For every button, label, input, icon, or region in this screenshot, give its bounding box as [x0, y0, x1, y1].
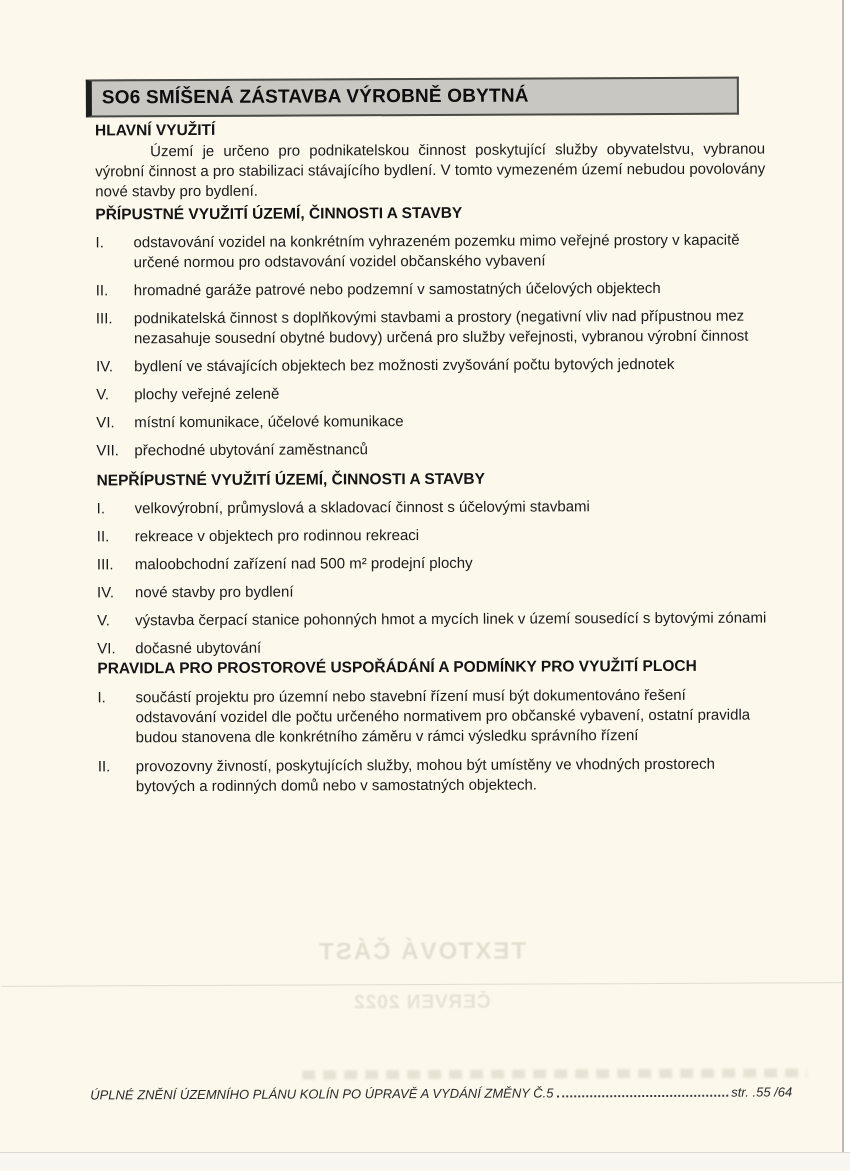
- permissible-list: [95, 231, 766, 462]
- item-text: plochy veřejné zeleně: [134, 385, 280, 404]
- list-item: [97, 497, 767, 520]
- item-numeral: III.: [96, 556, 114, 574]
- list-item: [96, 411, 766, 434]
- item-text: místní komunikace, účelové komunikace: [134, 413, 404, 432]
- heading-permissible: PŘÍPUSTNÉ VYUŽITÍ ÚZEMÍ, ČINNOSTI A STAVBY: [95, 204, 463, 224]
- scan-crease-line: [2, 982, 850, 987]
- list-item: [95, 231, 765, 274]
- item-numeral: III.: [95, 310, 113, 328]
- rules-list: [97, 686, 767, 798]
- heading-main-use: HLAVNÍ VYUŽITÍ: [94, 121, 216, 140]
- item-numeral: I.: [96, 500, 106, 518]
- footer-page-number: str. .55 /64: [731, 1084, 793, 1100]
- list-item: [96, 307, 766, 350]
- item-numeral: IV.: [96, 584, 115, 602]
- item-numeral: I.: [97, 689, 106, 707]
- bleed-through-smudge: [302, 1068, 807, 1079]
- list-item: [96, 355, 766, 378]
- list-item: [96, 439, 766, 462]
- list-item: [96, 279, 766, 302]
- main-use-paragraph: Území je určeno pro podnikatelskou činnost poskytující služby obyvatelstvu, vybranou výrobní činnost a pro stabilizaci stávajícího bydlení. V tomto vymezeném území nebudou povolovány nové stavby pro bydlení.: [95, 140, 766, 201]
- footer-text: ÚPLNÉ ZNĚNÍ ÚZEMNÍHO PLÁNU KOLÍN PO ÚPRAVĚ A VYDÁNÍ ZMĚNY Č.5: [90, 1085, 554, 1103]
- list-item: [97, 553, 767, 576]
- item-text: součástí projektu pro územní nebo stavební řízení musí být dokumentováno řešení odstavování vozidel dle počtu určeného normativem pro občanské vybavení, ostatní pravidla budou stanovena dle konkrétního záměru v rámci výsledku správního řízení: [135, 686, 751, 747]
- item-numeral: VII.: [96, 442, 119, 460]
- item-numeral: II.: [95, 282, 109, 300]
- scan-edge-bottom: [0, 1152, 850, 1169]
- bleed-through-date: ČERVEN 2022: [353, 991, 491, 1014]
- item-text: bydlení ve stávajících objektech bez možnosti zvyšování počtu bytových jednotek: [134, 355, 675, 376]
- item-numeral: VI.: [97, 640, 116, 658]
- item-text: hromadné garáže patrové nebo podzemní v samostatných účelových objektech: [133, 279, 661, 300]
- item-text: podnikatelská činnost s doplňkovými stavbami a prostory (negativní vliv nad přípustnou mez nezasahuje sousední obytné budovy) určená pro služby veřejnosti, vybranou výrobní činnost: [133, 307, 749, 348]
- heading-rules: PRAVIDLA PRO PROSTOROVÉ USPOŘÁDÁNÍ A PODMÍNKY PRO VYUŽITÍ PLOCH: [97, 657, 697, 678]
- item-text: nové stavby pro bydlení: [134, 583, 294, 602]
- footer-dotted-leader: [558, 1095, 729, 1098]
- item-numeral: V.: [97, 612, 110, 630]
- section-title: SO6 SMÍŠENÁ ZÁSTAVBA VÝROBNĚ OBYTNÁ: [101, 85, 529, 109]
- scan-edge-right: [842, 0, 850, 1169]
- item-numeral: IV.: [96, 358, 114, 376]
- item-text: výstavba čerpací stanice pohonných hmot a mycích linek v území sousedící s bytovými zónami: [135, 609, 767, 630]
- section-title-bar: [86, 77, 739, 118]
- item-numeral: II.: [97, 758, 111, 776]
- list-item: [97, 525, 767, 548]
- item-text: velkovýrobní, průmyslová a skladovací činnost s účelovými stavbami: [134, 498, 590, 518]
- item-numeral: I.: [95, 234, 104, 252]
- item-text: přechodné ubytování zaměstnanců: [134, 441, 368, 460]
- item-text: rekreace v objektech pro rodinnou rekreaci: [134, 527, 420, 546]
- item-numeral: II.: [96, 528, 110, 546]
- item-text: odstavování vozidel na konkrétním vyhrazeném pozemku mimo veřejné prostory v kapacitě určené normou pro odstavování vozidel občanského vybavení: [133, 231, 740, 272]
- list-item: [98, 755, 768, 798]
- item-text: maloobchodní zařízení nad 500 m² prodejní plochy: [134, 554, 473, 574]
- document-content: [95, 119, 768, 798]
- page-footer: [90, 1084, 792, 1102]
- list-item: [96, 383, 766, 406]
- item-numeral: VI.: [96, 414, 115, 432]
- list-item: [97, 686, 767, 749]
- heading-impermissible: NEPŘÍPUSTNÉ VYUŽITÍ ÚZEMÍ, ČINNOSTI A STAVBY: [96, 470, 485, 490]
- item-text: dočasné ubytování: [135, 639, 262, 658]
- item-numeral: V.: [96, 386, 110, 404]
- impermissible-list: [97, 497, 768, 660]
- item-text: provozovny živností, poskytujících služby, mohou být umístěny ve vhodných prostorech bytových a rodinných domů nebo v samostatných objektech.: [135, 755, 715, 796]
- list-item: [97, 609, 767, 632]
- bleed-through-title: TEXTOVÁ ČÁST: [317, 937, 527, 966]
- list-item: [97, 581, 767, 604]
